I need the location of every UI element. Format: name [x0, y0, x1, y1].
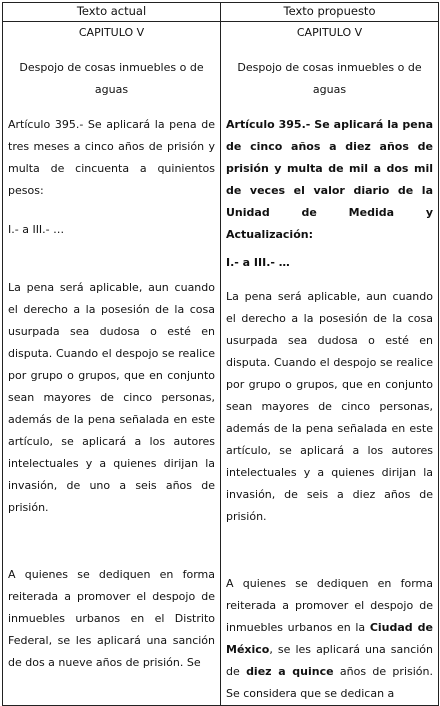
para-segment: A quienes se dediquen en forma reiterada a promover el despojo de inmuebles urbanos en la	[226, 577, 433, 634]
section-title: Despojo de cosas inmuebles o de aguas	[19, 61, 204, 96]
current-text-column	[3, 22, 221, 706]
chapter-heading: CAPITULO V	[296, 26, 363, 39]
fractions-text: I.- a III.- …	[8, 223, 65, 236]
section-title: Despojo de cosas inmuebles o de aguas	[237, 61, 422, 96]
header-current-text: Texto actual	[3, 3, 221, 22]
sanction-range-bold: diez a quince	[246, 665, 334, 678]
article-text: Artículo 395.- Se aplicará la pena de tres meses a cinco años de prisión y multa de cincuenta a quinientos pesos:	[8, 118, 215, 197]
para-segment: años de prisión. Se considera que se dedican a	[226, 665, 433, 700]
city-name-bold: Ciudad de México	[226, 621, 433, 656]
penalty-paragraph: La pena será aplicable, aun cuando el derecho a la posesión de la cosa usurpada sea dudosa o esté en disputa. Cuando el despojo se realice por grupo o grupos, que en conjunto sean mayores de cinco personas, además de la pena señalada en este artículo, se aplicará a los autores intelectuales y a quienes dirijan la invasión, de seis a diez años de prisión.	[226, 290, 433, 523]
fractions-text: I.- a III.- …	[226, 256, 290, 269]
repeated-dispossession-paragraph	[226, 573, 433, 705]
comparison-table	[2, 2, 439, 706]
article-text: Artículo 395.- Se aplicará la pena de cinco años a diez años de prisión y multa de mil a dos mil de veces el valor diario de la Unidad de Medida y Actualización:	[226, 118, 433, 241]
header-proposed-text: Texto propuesto	[221, 3, 439, 22]
repeated-dispossession-paragraph: A quienes se dediquen en forma reiterada a promover el despojo de inmuebles urbanos en el Distrito Federal, se les aplicará una sanción de dos a nueve años de prisión. Se	[8, 568, 215, 669]
para-segment: , se les aplicará una sanción de	[226, 643, 433, 678]
chapter-heading: CAPITULO V	[78, 26, 145, 39]
proposed-text-column	[221, 22, 439, 706]
penalty-paragraph: La pena será aplicable, aun cuando el derecho a la posesión de la cosa usurpada sea dudosa o esté en disputa. Cuando el despojo se realice por grupo o grupos, que en conjunto sean mayores de cinco personas, además de la pena señalada en este artículo, se aplicará a los autores intelectuales y a quienes dirijan la invasión, de uno a seis años de prisión.	[8, 281, 215, 514]
